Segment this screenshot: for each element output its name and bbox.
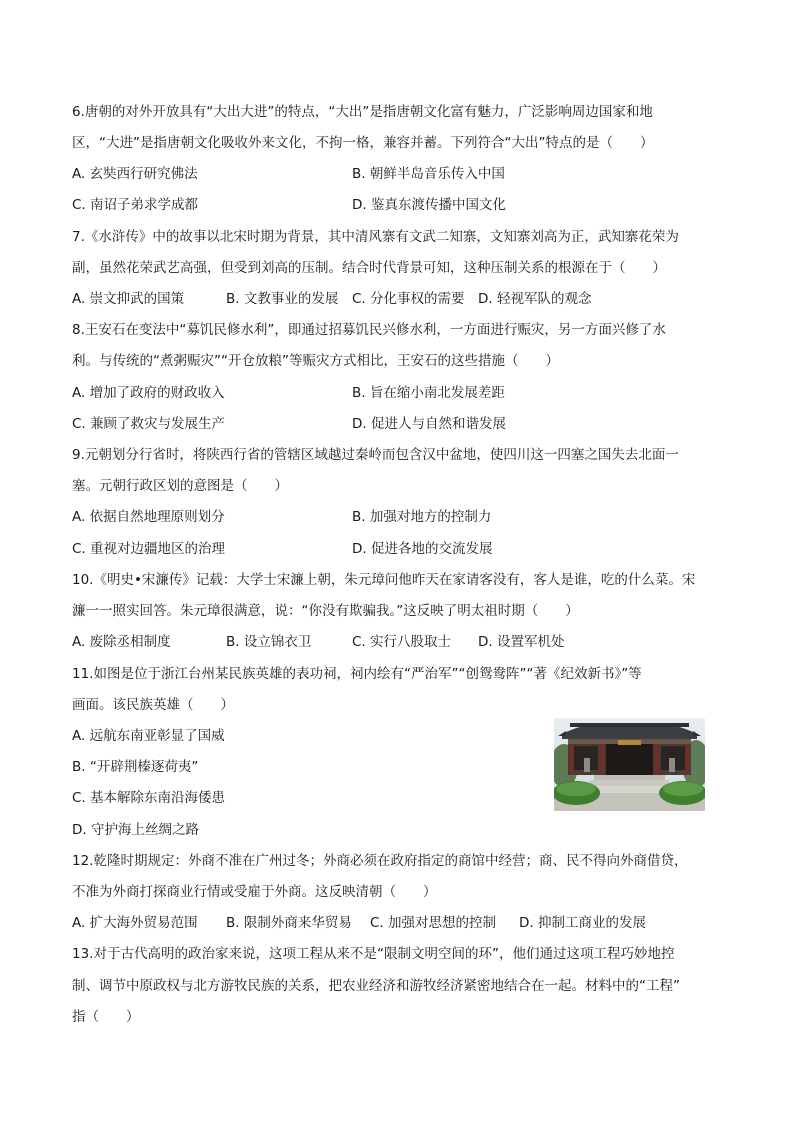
- question-7-option-d[interactable]: D. 轻视军队的观念: [478, 291, 592, 307]
- question-9-line-1: 9.元朝划分行省时，将陕西行省的管辖区域越过秦岭而包含汉中盆地，使四川这一四塞之国失去北面一: [72, 447, 679, 463]
- question-10-option-d[interactable]: D. 设置军机处: [478, 634, 565, 650]
- question-11-line-2: 画面。该民族英雄（ ）: [72, 697, 234, 713]
- question-7-line-1: 7.《水浒传》中的故事以北宋时期为背景，其中清风寨有文武二知寨，文知寨刘高为正，武知寨花荣为: [72, 229, 679, 245]
- question-10-option-c[interactable]: C. 实行八股取士: [352, 634, 452, 650]
- question-6-option-a[interactable]: A. 玄奘西行研究佛法: [72, 166, 198, 182]
- question-11-option-d[interactable]: D. 守护海上丝绸之路: [72, 822, 199, 838]
- question-12-option-b[interactable]: B. 限制外商来华贸易: [226, 915, 352, 931]
- question-6-option-d[interactable]: D. 鉴真东渡传播中国文化: [352, 197, 506, 213]
- question-10-line-2: 濂一一照实回答。朱元璋很满意，说：“你没有欺骗我。”这反映了明太祖时期（ ）: [72, 603, 579, 619]
- question-11-option-b[interactable]: B. “开辟荆榛逐荷夷”: [72, 759, 199, 775]
- question-12-option-a[interactable]: A. 扩大海外贸易范围: [72, 915, 198, 931]
- question-7-line-2: 副，虽然花荣武艺高强，但受到刘高的压制。结合时代背景可知，这种压制关系的根源在于（ ）: [72, 260, 666, 276]
- question-7-option-b[interactable]: B. 文教事业的发展: [226, 291, 339, 307]
- question-8-option-c[interactable]: C. 兼顾了救灾与发展生产: [72, 416, 226, 432]
- question-9-line-2: 塞。元朝行政区划的意图是（ ）: [72, 478, 288, 494]
- question-8-option-d[interactable]: D. 促进人与自然和谐发展: [352, 416, 506, 432]
- question-8-line-2: 利。与传统的“煮粥赈灾”“开仓放粮”等赈灾方式相比，王安石的这些措施（ ）: [72, 353, 559, 369]
- question-12-line-2: 不准为外商打探商业行情或受雇于外商。这反映清朝（ ）: [72, 884, 437, 900]
- question-9-option-a[interactable]: A. 依据自然地理原则划分: [72, 509, 225, 525]
- question-13-line-1: 13.对于古代高明的政治家来说，这项工程从来不是“限制文明空间的环”，他们通过这项工程巧妙地控: [72, 946, 675, 962]
- question-11-option-a[interactable]: A. 远航东南亚彰显了国威: [72, 728, 225, 744]
- question-13-line-2: 制、调节中原政权与北方游牧民族的关系，把农业经济和游牧经济紧密地结合在一起。材料中的“工程”: [72, 978, 680, 994]
- question-7-option-a[interactable]: A. 崇文抑武的国策: [72, 291, 185, 307]
- question-11-option-c[interactable]: C. 基本解除东南沿海倭患: [72, 790, 226, 806]
- question-12-option-d[interactable]: D. 抑制工商业的发展: [519, 915, 646, 931]
- question-6-line-2: 区，“大进”是指唐朝文化吸收外来文化，不拘一格，兼容并蓄。下列符合“大出”特点的是（ ）: [72, 135, 654, 151]
- question-9-option-d[interactable]: D. 促进各地的交流发展: [352, 541, 493, 557]
- memorial-temple-illustration: [554, 718, 705, 811]
- question-9-option-c[interactable]: C. 重视对边疆地区的治理: [72, 541, 226, 557]
- question-6-line-1: 6.唐朝的对外开放具有“大出大进”的特点，“大出”是指唐朝文化富有魅力，广泛影响周边国家和地: [72, 104, 653, 120]
- question-12-line-1: 12.乾隆时期规定：外商不准在广州过冬；外商必须在政府指定的商馆中经营；商、民不得向外商借贷，: [72, 853, 688, 869]
- question-10-option-a[interactable]: A. 废除丞相制度: [72, 634, 171, 650]
- question-7-option-c[interactable]: C. 分化事权的需要: [352, 291, 465, 307]
- memorial-temple-photo: [554, 718, 705, 811]
- question-6-option-b[interactable]: B. 朝鲜半岛音乐传入中国: [352, 166, 505, 182]
- question-10-line-1: 10.《明史•宋濂传》记载：大学士宋濂上朝，朱元璋问他昨天在家请客没有，客人是谁，吃的什么菜。宋: [72, 572, 696, 588]
- question-8-line-1: 8.王安石在变法中“募饥民修水利”，即通过招募饥民兴修水利，一方面进行赈灾，另一方面兴修了水: [72, 322, 666, 338]
- question-13-line-3: 指（ ）: [72, 1009, 140, 1025]
- question-10-option-b[interactable]: B. 设立锦衣卫: [226, 634, 312, 650]
- question-11-line-1: 11.如图是位于浙江台州某民族英雄的表功祠，祠内绘有“严治军”“创鸳鸯阵”“著《纪效新书》”等: [72, 666, 642, 682]
- question-9-option-b[interactable]: B. 加强对地方的控制力: [352, 509, 492, 525]
- question-8-option-b[interactable]: B. 旨在缩小南北发展差距: [352, 385, 505, 401]
- question-12-option-c[interactable]: C. 加强对思想的控制: [370, 915, 497, 931]
- question-6-option-c[interactable]: C. 南诏子弟求学成都: [72, 197, 199, 213]
- question-8-option-a[interactable]: A. 增加了政府的财政收入: [72, 385, 225, 401]
